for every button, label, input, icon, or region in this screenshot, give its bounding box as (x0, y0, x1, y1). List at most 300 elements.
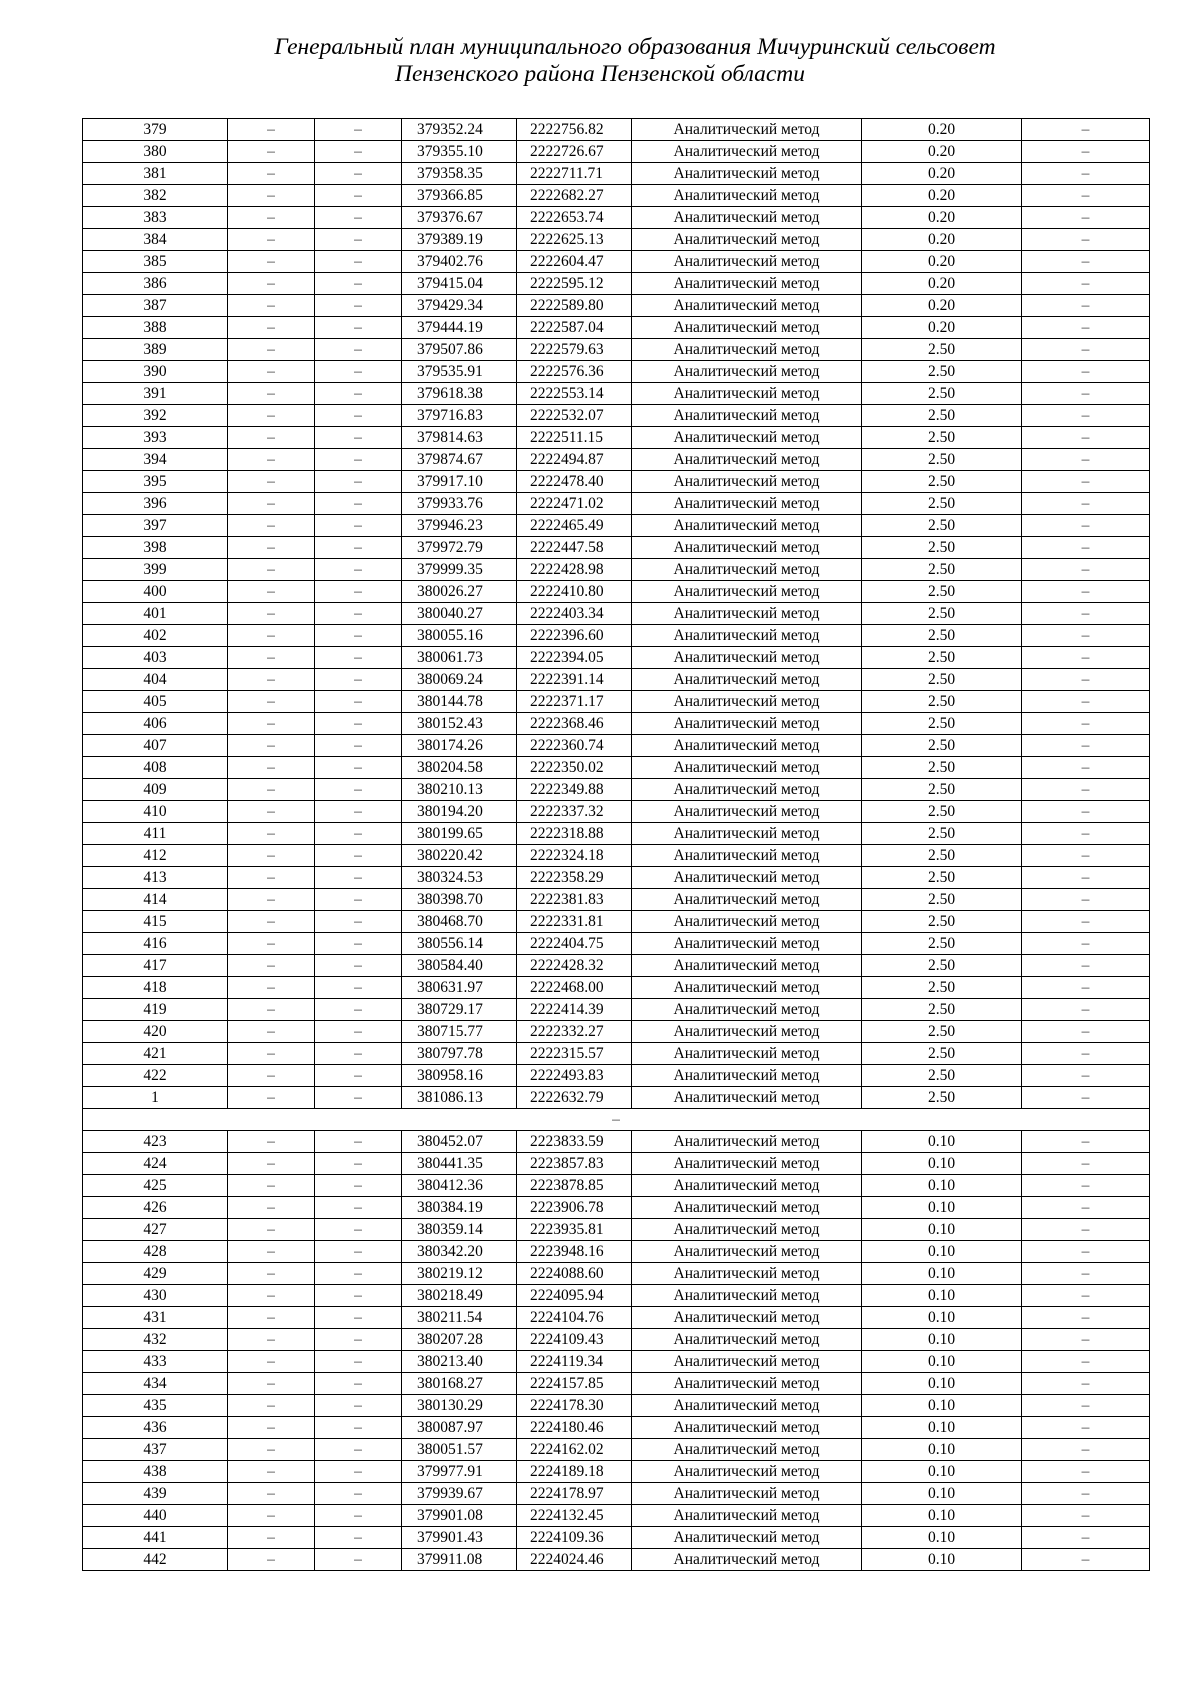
y-coordinate-cell: 2222711.71 (517, 163, 632, 185)
dash-col-3-cell: – (315, 1241, 402, 1263)
accuracy-cell: 0.20 (862, 163, 1022, 185)
point-number-cell: 430 (83, 1285, 228, 1307)
point-number-cell: 392 (83, 405, 228, 427)
dash-col-2-cell: – (228, 207, 315, 229)
table-row (83, 1461, 1150, 1483)
dash-col-8-cell: – (1022, 757, 1150, 779)
dash-col-8-cell: – (1022, 999, 1150, 1021)
x-coordinate-cell: 379402.76 (402, 251, 517, 273)
dash-col-2-cell: – (228, 1461, 315, 1483)
accuracy-cell: 0.20 (862, 273, 1022, 295)
dash-col-2-cell: – (228, 537, 315, 559)
x-coordinate-cell: 380087.97 (402, 1417, 517, 1439)
method-cell: Аналитический метод (632, 361, 862, 383)
x-coordinate-cell: 380207.28 (402, 1329, 517, 1351)
dash-col-8-cell: – (1022, 933, 1150, 955)
method-cell: Аналитический метод (632, 1307, 862, 1329)
accuracy-cell: 2.50 (862, 911, 1022, 933)
x-coordinate-cell: 380210.13 (402, 779, 517, 801)
y-coordinate-cell: 2224180.46 (517, 1417, 632, 1439)
point-number-cell: 381 (83, 163, 228, 185)
dash-col-2-cell: – (228, 1549, 315, 1571)
method-cell: Аналитический метод (632, 515, 862, 537)
dash-col-8-cell: – (1022, 229, 1150, 251)
method-cell: Аналитический метод (632, 669, 862, 691)
point-number-cell: 401 (83, 603, 228, 625)
point-number-cell: 391 (83, 383, 228, 405)
accuracy-cell: 2.50 (862, 361, 1022, 383)
table-row (83, 1439, 1150, 1461)
x-coordinate-cell: 380218.49 (402, 1285, 517, 1307)
dash-col-2-cell: – (228, 427, 315, 449)
y-coordinate-cell: 2223857.83 (517, 1153, 632, 1175)
dash-col-3-cell: – (315, 1395, 402, 1417)
y-coordinate-cell: 2223833.59 (517, 1131, 632, 1153)
dash-col-3-cell: – (315, 1351, 402, 1373)
dash-col-8-cell: – (1022, 1197, 1150, 1219)
x-coordinate-cell: 380194.20 (402, 801, 517, 823)
dash-col-3-cell: – (315, 141, 402, 163)
method-cell: Аналитический метод (632, 911, 862, 933)
y-coordinate-cell: 2224095.94 (517, 1285, 632, 1307)
dash-col-3-cell: – (315, 383, 402, 405)
method-cell: Аналитический метод (632, 1549, 862, 1571)
accuracy-cell: 2.50 (862, 493, 1022, 515)
method-cell: Аналитический метод (632, 889, 862, 911)
accuracy-cell: 0.10 (862, 1549, 1022, 1571)
table-row (83, 1175, 1150, 1197)
x-coordinate-cell: 380026.27 (402, 581, 517, 603)
dash-col-3-cell: – (315, 757, 402, 779)
dash-col-3-cell: – (315, 735, 402, 757)
x-coordinate-cell: 380213.40 (402, 1351, 517, 1373)
table-row (83, 823, 1150, 845)
dash-col-2-cell: – (228, 317, 315, 339)
x-coordinate-cell: 379977.91 (402, 1461, 517, 1483)
y-coordinate-cell: 2222511.15 (517, 427, 632, 449)
dash-col-8-cell: – (1022, 1329, 1150, 1351)
point-number-cell: 387 (83, 295, 228, 317)
table-row (83, 1285, 1150, 1307)
method-cell: Аналитический метод (632, 867, 862, 889)
dash-col-3-cell: – (315, 999, 402, 1021)
dash-col-2-cell: – (228, 1043, 315, 1065)
point-number-cell: 419 (83, 999, 228, 1021)
method-cell: Аналитический метод (632, 273, 862, 295)
y-coordinate-cell: 2222368.46 (517, 713, 632, 735)
table-row (83, 163, 1150, 185)
point-number-cell: 411 (83, 823, 228, 845)
dash-col-8-cell: – (1022, 295, 1150, 317)
dash-col-3-cell: – (315, 361, 402, 383)
dash-col-2-cell: – (228, 295, 315, 317)
accuracy-cell: 2.50 (862, 471, 1022, 493)
y-coordinate-cell: 2223935.81 (517, 1219, 632, 1241)
point-number-cell: 386 (83, 273, 228, 295)
dash-col-2-cell: – (228, 757, 315, 779)
x-coordinate-cell: 379972.79 (402, 537, 517, 559)
method-cell: Аналитический метод (632, 559, 862, 581)
dash-col-3-cell: – (315, 823, 402, 845)
accuracy-cell: 0.20 (862, 119, 1022, 141)
point-number-cell: 379 (83, 119, 228, 141)
method-cell: Аналитический метод (632, 999, 862, 1021)
accuracy-cell: 2.50 (862, 757, 1022, 779)
table-row (83, 581, 1150, 603)
point-number-cell: 421 (83, 1043, 228, 1065)
accuracy-cell: 2.50 (862, 735, 1022, 757)
table-row (83, 955, 1150, 977)
x-coordinate-cell: 380168.27 (402, 1373, 517, 1395)
y-coordinate-cell: 2222579.63 (517, 339, 632, 361)
accuracy-cell: 2.50 (862, 889, 1022, 911)
dash-col-8-cell: – (1022, 1153, 1150, 1175)
accuracy-cell: 2.50 (862, 845, 1022, 867)
table-row (83, 1241, 1150, 1263)
dash-col-2-cell: – (228, 911, 315, 933)
dash-col-3-cell: – (315, 779, 402, 801)
dash-col-8-cell: – (1022, 691, 1150, 713)
point-number-cell: 380 (83, 141, 228, 163)
dash-col-3-cell: – (315, 1197, 402, 1219)
accuracy-cell: 0.10 (862, 1505, 1022, 1527)
method-cell: Аналитический метод (632, 1175, 862, 1197)
x-coordinate-cell: 379415.04 (402, 273, 517, 295)
dash-col-2-cell: – (228, 361, 315, 383)
dash-col-2-cell: – (228, 801, 315, 823)
dash-col-2-cell: – (228, 515, 315, 537)
x-coordinate-cell: 380584.40 (402, 955, 517, 977)
x-coordinate-cell: 380468.70 (402, 911, 517, 933)
method-cell: Аналитический метод (632, 779, 862, 801)
table-row (83, 515, 1150, 537)
table-row (83, 493, 1150, 515)
dash-col-2-cell: – (228, 977, 315, 999)
method-cell: Аналитический метод (632, 493, 862, 515)
y-coordinate-cell: 2222625.13 (517, 229, 632, 251)
table-row (83, 1351, 1150, 1373)
x-coordinate-cell: 380324.53 (402, 867, 517, 889)
dash-col-3-cell: – (315, 867, 402, 889)
point-number-cell: 436 (83, 1417, 228, 1439)
dash-col-8-cell: – (1022, 185, 1150, 207)
x-coordinate-cell: 379366.85 (402, 185, 517, 207)
x-coordinate-cell: 380061.73 (402, 647, 517, 669)
table-row (83, 537, 1150, 559)
method-cell: Аналитический метод (632, 955, 862, 977)
dash-col-3-cell: – (315, 449, 402, 471)
table-row (83, 1395, 1150, 1417)
x-coordinate-cell: 380055.16 (402, 625, 517, 647)
dash-col-2-cell: – (228, 1241, 315, 1263)
x-coordinate-cell: 379716.83 (402, 405, 517, 427)
x-coordinate-cell: 381086.13 (402, 1087, 517, 1109)
accuracy-cell: 2.50 (862, 427, 1022, 449)
dash-col-8-cell: – (1022, 625, 1150, 647)
dash-col-2-cell: – (228, 735, 315, 757)
dash-col-3-cell: – (315, 251, 402, 273)
x-coordinate-cell: 379917.10 (402, 471, 517, 493)
table-row (83, 1197, 1150, 1219)
y-coordinate-cell: 2223906.78 (517, 1197, 632, 1219)
method-cell: Аналитический метод (632, 625, 862, 647)
dash-col-3-cell: – (315, 1505, 402, 1527)
accuracy-cell: 0.10 (862, 1285, 1022, 1307)
y-coordinate-cell: 2222404.75 (517, 933, 632, 955)
point-number-cell: 397 (83, 515, 228, 537)
dash-col-8-cell: – (1022, 119, 1150, 141)
accuracy-cell: 2.50 (862, 625, 1022, 647)
dash-col-2-cell: – (228, 713, 315, 735)
point-number-cell: 404 (83, 669, 228, 691)
method-cell: Аналитический метод (632, 229, 862, 251)
table-row (83, 735, 1150, 757)
accuracy-cell: 0.10 (862, 1351, 1022, 1373)
table-row (83, 471, 1150, 493)
dash-col-8-cell: – (1022, 603, 1150, 625)
y-coordinate-cell: 2222589.80 (517, 295, 632, 317)
method-cell: Аналитический метод (632, 185, 862, 207)
point-number-cell: 418 (83, 977, 228, 999)
accuracy-cell: 0.10 (862, 1241, 1022, 1263)
dash-col-3-cell: – (315, 559, 402, 581)
dash-col-8-cell: – (1022, 1219, 1150, 1241)
point-number-cell: 433 (83, 1351, 228, 1373)
point-number-cell: 408 (83, 757, 228, 779)
x-coordinate-cell: 380398.70 (402, 889, 517, 911)
dash-col-3-cell: – (315, 955, 402, 977)
table-row (83, 119, 1150, 141)
x-coordinate-cell: 379901.08 (402, 1505, 517, 1527)
dash-col-8-cell: – (1022, 383, 1150, 405)
accuracy-cell: 0.10 (862, 1329, 1022, 1351)
y-coordinate-cell: 2222682.27 (517, 185, 632, 207)
dash-col-2-cell: – (228, 823, 315, 845)
x-coordinate-cell: 380204.58 (402, 757, 517, 779)
accuracy-cell: 0.10 (862, 1439, 1022, 1461)
y-coordinate-cell: 2222595.12 (517, 273, 632, 295)
y-coordinate-cell: 2222478.40 (517, 471, 632, 493)
y-coordinate-cell: 2222494.87 (517, 449, 632, 471)
accuracy-cell: 0.10 (862, 1153, 1022, 1175)
y-coordinate-cell: 2222428.32 (517, 955, 632, 977)
dash-col-3-cell: – (315, 1021, 402, 1043)
dash-col-2-cell: – (228, 1285, 315, 1307)
accuracy-cell: 2.50 (862, 449, 1022, 471)
dash-col-8-cell: – (1022, 1549, 1150, 1571)
dash-col-3-cell: – (315, 911, 402, 933)
dash-col-8-cell: – (1022, 845, 1150, 867)
accuracy-cell: 2.50 (862, 405, 1022, 427)
x-coordinate-cell: 379939.67 (402, 1483, 517, 1505)
point-number-cell: 414 (83, 889, 228, 911)
dash-col-8-cell: – (1022, 1527, 1150, 1549)
dash-col-8-cell: – (1022, 779, 1150, 801)
dash-col-3-cell: – (315, 1065, 402, 1087)
x-coordinate-cell: 379389.19 (402, 229, 517, 251)
x-coordinate-cell: 380152.43 (402, 713, 517, 735)
dash-col-3-cell: – (315, 647, 402, 669)
y-coordinate-cell: 2224178.30 (517, 1395, 632, 1417)
x-coordinate-cell: 380144.78 (402, 691, 517, 713)
y-coordinate-cell: 2222324.18 (517, 845, 632, 867)
table-row (83, 229, 1150, 251)
y-coordinate-cell: 2222428.98 (517, 559, 632, 581)
method-cell: Аналитический метод (632, 1087, 862, 1109)
dash-col-2-cell: – (228, 1417, 315, 1439)
dash-col-3-cell: – (315, 625, 402, 647)
accuracy-cell: 2.50 (862, 955, 1022, 977)
dash-col-3-cell: – (315, 471, 402, 493)
table-row (83, 603, 1150, 625)
dash-col-8-cell: – (1022, 515, 1150, 537)
method-cell: Аналитический метод (632, 1439, 862, 1461)
method-cell: Аналитический метод (632, 1527, 862, 1549)
point-number-cell: 413 (83, 867, 228, 889)
accuracy-cell: 2.50 (862, 1087, 1022, 1109)
method-cell: Аналитический метод (632, 1153, 862, 1175)
y-coordinate-cell: 2222403.34 (517, 603, 632, 625)
x-coordinate-cell: 380715.77 (402, 1021, 517, 1043)
y-coordinate-cell: 2222394.05 (517, 647, 632, 669)
dash-col-2-cell: – (228, 1065, 315, 1087)
method-cell: Аналитический метод (632, 1219, 862, 1241)
dash-col-2-cell: – (228, 845, 315, 867)
dash-col-3-cell: – (315, 1329, 402, 1351)
dash-col-8-cell: – (1022, 801, 1150, 823)
dash-col-3-cell: – (315, 1263, 402, 1285)
dash-col-2-cell: – (228, 383, 315, 405)
y-coordinate-cell: 2222468.00 (517, 977, 632, 999)
dash-col-2-cell: – (228, 1373, 315, 1395)
accuracy-cell: 2.50 (862, 867, 1022, 889)
dash-col-3-cell: – (315, 1153, 402, 1175)
table-row (83, 339, 1150, 361)
table-row (83, 1549, 1150, 1571)
point-number-cell: 385 (83, 251, 228, 273)
point-number-cell: 384 (83, 229, 228, 251)
point-number-cell: 1 (83, 1087, 228, 1109)
accuracy-cell: 2.50 (862, 1043, 1022, 1065)
dash-col-3-cell: – (315, 515, 402, 537)
table-row (83, 1307, 1150, 1329)
dash-col-3-cell: – (315, 603, 402, 625)
point-number-cell: 426 (83, 1197, 228, 1219)
accuracy-cell: 2.50 (862, 537, 1022, 559)
point-number-cell: 434 (83, 1373, 228, 1395)
x-coordinate-cell: 379376.67 (402, 207, 517, 229)
x-coordinate-cell: 380729.17 (402, 999, 517, 1021)
dash-col-3-cell: – (315, 185, 402, 207)
method-cell: Аналитический метод (632, 845, 862, 867)
dash-col-8-cell: – (1022, 867, 1150, 889)
dash-col-3-cell: – (315, 1131, 402, 1153)
y-coordinate-cell: 2222360.74 (517, 735, 632, 757)
method-cell: Аналитический метод (632, 977, 862, 999)
y-coordinate-cell: 2222381.83 (517, 889, 632, 911)
accuracy-cell: 2.50 (862, 713, 1022, 735)
y-coordinate-cell: 2222318.88 (517, 823, 632, 845)
point-number-cell: 405 (83, 691, 228, 713)
accuracy-cell: 0.20 (862, 317, 1022, 339)
point-number-cell: 400 (83, 581, 228, 603)
y-coordinate-cell: 2222604.47 (517, 251, 632, 273)
dash-col-2-cell: – (228, 647, 315, 669)
method-cell: Аналитический метод (632, 471, 862, 493)
table-row (83, 933, 1150, 955)
dash-col-8-cell: – (1022, 1241, 1150, 1263)
table-row (83, 757, 1150, 779)
method-cell: Аналитический метод (632, 405, 862, 427)
separator-cell: – (83, 1109, 1150, 1131)
dash-col-2-cell: – (228, 1175, 315, 1197)
y-coordinate-cell: 2224088.60 (517, 1263, 632, 1285)
accuracy-cell: 2.50 (862, 691, 1022, 713)
point-number-cell: 424 (83, 1153, 228, 1175)
table-row (83, 251, 1150, 273)
accuracy-cell: 2.50 (862, 1065, 1022, 1087)
dash-col-3-cell: – (315, 1219, 402, 1241)
table-row (83, 1021, 1150, 1043)
dash-col-8-cell: – (1022, 493, 1150, 515)
x-coordinate-cell: 380359.14 (402, 1219, 517, 1241)
page-header (0, 34, 1200, 88)
dash-col-2-cell: – (228, 559, 315, 581)
dash-col-8-cell: – (1022, 471, 1150, 493)
x-coordinate-cell: 379444.19 (402, 317, 517, 339)
dash-col-2-cell: – (228, 251, 315, 273)
dash-col-8-cell: – (1022, 1483, 1150, 1505)
y-coordinate-cell: 2222756.82 (517, 119, 632, 141)
dash-col-2-cell: – (228, 273, 315, 295)
dash-col-2-cell: – (228, 185, 315, 207)
method-cell: Аналитический метод (632, 1461, 862, 1483)
dash-col-8-cell: – (1022, 1263, 1150, 1285)
accuracy-cell: 0.20 (862, 251, 1022, 273)
method-cell: Аналитический метод (632, 383, 862, 405)
accuracy-cell: 0.10 (862, 1175, 1022, 1197)
y-coordinate-cell: 2222371.17 (517, 691, 632, 713)
table-row (83, 1373, 1150, 1395)
y-coordinate-cell: 2222358.29 (517, 867, 632, 889)
y-coordinate-cell: 2224119.34 (517, 1351, 632, 1373)
dash-col-3-cell: – (315, 493, 402, 515)
dash-col-3-cell: – (315, 1527, 402, 1549)
table-row (83, 669, 1150, 691)
dash-col-8-cell: – (1022, 1351, 1150, 1373)
y-coordinate-cell: 2223948.16 (517, 1241, 632, 1263)
x-coordinate-cell: 380958.16 (402, 1065, 517, 1087)
table-row (83, 977, 1150, 999)
y-coordinate-cell: 2222653.74 (517, 207, 632, 229)
dash-col-2-cell: – (228, 999, 315, 1021)
accuracy-cell: 0.10 (862, 1263, 1022, 1285)
method-cell: Аналитический метод (632, 581, 862, 603)
point-number-cell: 388 (83, 317, 228, 339)
dash-col-3-cell: – (315, 1417, 402, 1439)
accuracy-cell: 0.10 (862, 1417, 1022, 1439)
point-number-cell: 398 (83, 537, 228, 559)
method-cell: Аналитический метод (632, 603, 862, 625)
method-cell: Аналитический метод (632, 1263, 862, 1285)
point-number-cell: 422 (83, 1065, 228, 1087)
method-cell: Аналитический метод (632, 251, 862, 273)
point-number-cell: 412 (83, 845, 228, 867)
table-row (83, 207, 1150, 229)
dash-col-2-cell: – (228, 405, 315, 427)
table-row (83, 1505, 1150, 1527)
dash-col-8-cell: – (1022, 1021, 1150, 1043)
